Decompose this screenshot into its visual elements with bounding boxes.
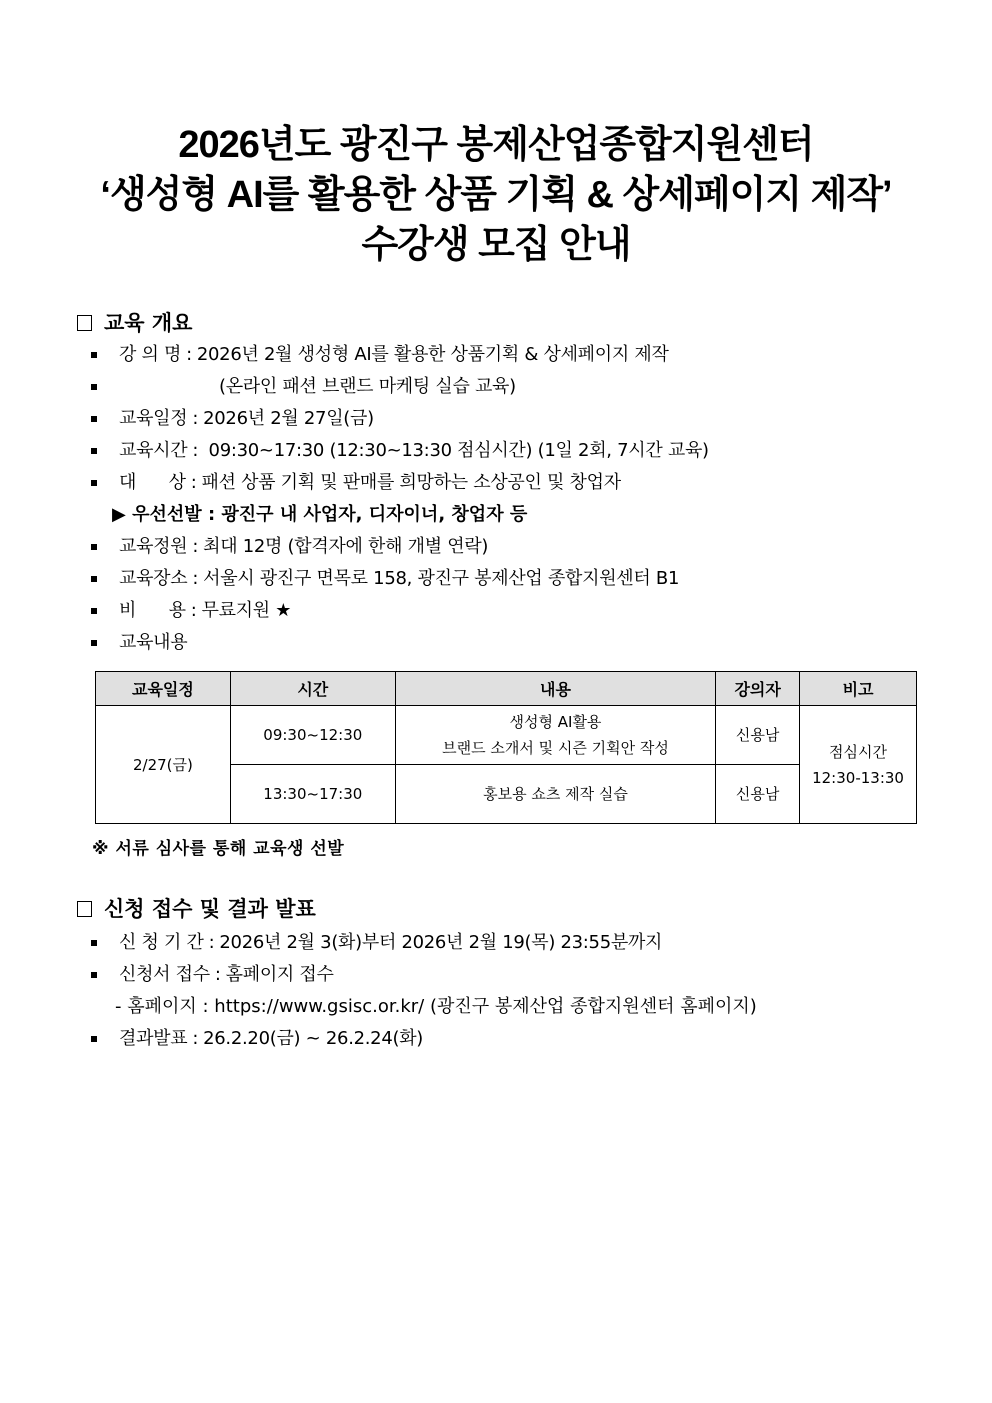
bullet-icon [91,448,97,454]
table-row [96,706,917,765]
cell-content [395,706,715,765]
item-value: 서울시 광진구 면목로 158, 광진구 봉제산업 종합지원센터 B1 [203,568,680,589]
bullet-icon [91,940,97,946]
item-value: 09:30~17:30 (12:30~13:30 점심시간) (1일 2회, 7시간 교육) [203,440,709,461]
info-item-result-announcement [91,1027,423,1051]
bullet-icon [91,576,97,582]
bullet-icon [91,544,97,550]
schedule-table [95,671,917,824]
bullet-icon [91,352,97,358]
item-label: 교육정원 [119,536,188,557]
bullet-icon [91,416,97,422]
item-label: 신청서 접수 [119,964,210,985]
cell-content: 홍보용 쇼츠 제작 실습 [395,765,715,824]
section-heading-text: 교육 개요 [104,311,193,335]
item-separator: : [214,964,221,985]
item-label: 신 청 기 간 [119,932,204,953]
item-value: 26.2.20(금) ~ 26.2.24(화) [203,1028,424,1049]
item-label: 교육일정 [119,408,188,429]
bullet-icon [91,972,97,978]
info-item-cost [91,599,291,623]
header-time: 시간 [230,672,395,706]
item-label: 비 용 [119,600,186,621]
item-label: 교육장소 [119,568,188,589]
cell-time: 13:30~17:30 [230,765,395,824]
header-date: 교육일정 [96,672,231,706]
item-value: 2026년 2월 27일(금) [203,408,374,429]
cell-remark [800,706,917,824]
priority-selection [112,503,527,527]
info-item-course-name [91,343,669,367]
homepage-label: - 홈페이지 : [115,996,209,1017]
info-item-application-period [91,931,662,955]
section-heading-application [77,895,316,923]
bullet-icon [91,608,97,614]
item-separator: : [192,1028,199,1049]
selection-note: ※ 서류 심사를 통해 교육생 선발 [92,839,345,859]
info-item-location [91,567,679,591]
priority-text: 우선선발 : 광진구 내 사업자, 디자이너, 창업자 등 [132,504,528,525]
item-separator: : [192,440,199,461]
cell-lecturer: 신용남 [716,706,800,765]
item-separator: : [186,344,192,365]
info-item-target [91,471,621,495]
item-separator: : [208,932,215,953]
cell-lecturer: 신용남 [716,765,800,824]
section-heading-overview [77,309,192,337]
homepage-line [115,995,757,1019]
item-separator: : [190,600,197,621]
item-value: 2026년 2월 3(화)부터 2026년 2월 19(목) 23:55분까지 [219,932,663,953]
bullet-icon [91,480,97,486]
bullet-icon [91,384,97,390]
item-label: 대 상 [119,472,186,493]
content-line: 브랜드 소개서 및 시즌 기획안 작성 [442,739,669,757]
remark-line: 12:30-13:30 [812,768,904,787]
bullet-icon [91,1036,97,1042]
section-heading-text: 신청 접수 및 결과 발표 [104,897,316,921]
homepage-description: (광진구 봉제산업 종합지원센터 홈페이지) [429,996,757,1017]
item-separator: : [192,568,199,589]
item-separator: : [192,536,199,557]
title-line-2: ‘생성형 AI를 활용한 상품 기획 & 상세페이지 제작’ [100,174,892,216]
cell-date: 2/27(금) [96,706,231,824]
checkbox-square-icon [77,901,92,917]
info-item-schedule [91,407,374,431]
item-value: 패션 상품 기획 및 판매를 희망하는 소상공인 및 창업자 [201,472,621,493]
bullet-icon [91,640,97,646]
info-item-content [91,631,187,655]
item-label: 강 의 명 [119,344,182,365]
info-item-course-subtitle [91,375,516,399]
item-value: 홈페이지 접수 [225,964,334,985]
remark-line: 점심시간 [829,742,888,761]
info-item-time [91,439,709,463]
header-remark: 비고 [800,672,917,706]
item-label: 결과발표 [119,1028,188,1049]
table-header-row [96,672,917,706]
item-value: 2026년 2월 생성형 AI를 활용한 상품기획 & 상세페이지 제작 [196,344,669,365]
triangle-arrow-icon: ▶ [112,504,126,525]
content-line: 생성형 AI활용 [509,713,602,731]
title-line-3: 수강생 모집 안내 [361,224,631,266]
title-line-1: 2026년도 광진구 봉제산업종합지원센터 [178,124,814,166]
item-value: 무료지원 ★ [201,600,292,621]
cell-time: 09:30~12:30 [230,706,395,765]
item-label: 교육시간 [119,440,188,461]
homepage-link[interactable]: https://www.gsisc.or.kr/ [214,996,425,1017]
item-label: 교육내용 [119,632,188,653]
checkbox-square-icon [77,315,92,331]
header-lecturer: 강의자 [716,672,800,706]
item-value: 최대 12명 (합격자에 한해 개별 연락) [203,536,489,557]
info-item-application-method [91,963,334,987]
document-title [0,120,992,270]
header-content: 내용 [395,672,715,706]
info-item-capacity [91,535,488,559]
item-separator: : [190,472,197,493]
item-separator: : [192,408,199,429]
item-value: (온라인 패션 브랜드 마케팅 실습 교육) [219,376,516,397]
